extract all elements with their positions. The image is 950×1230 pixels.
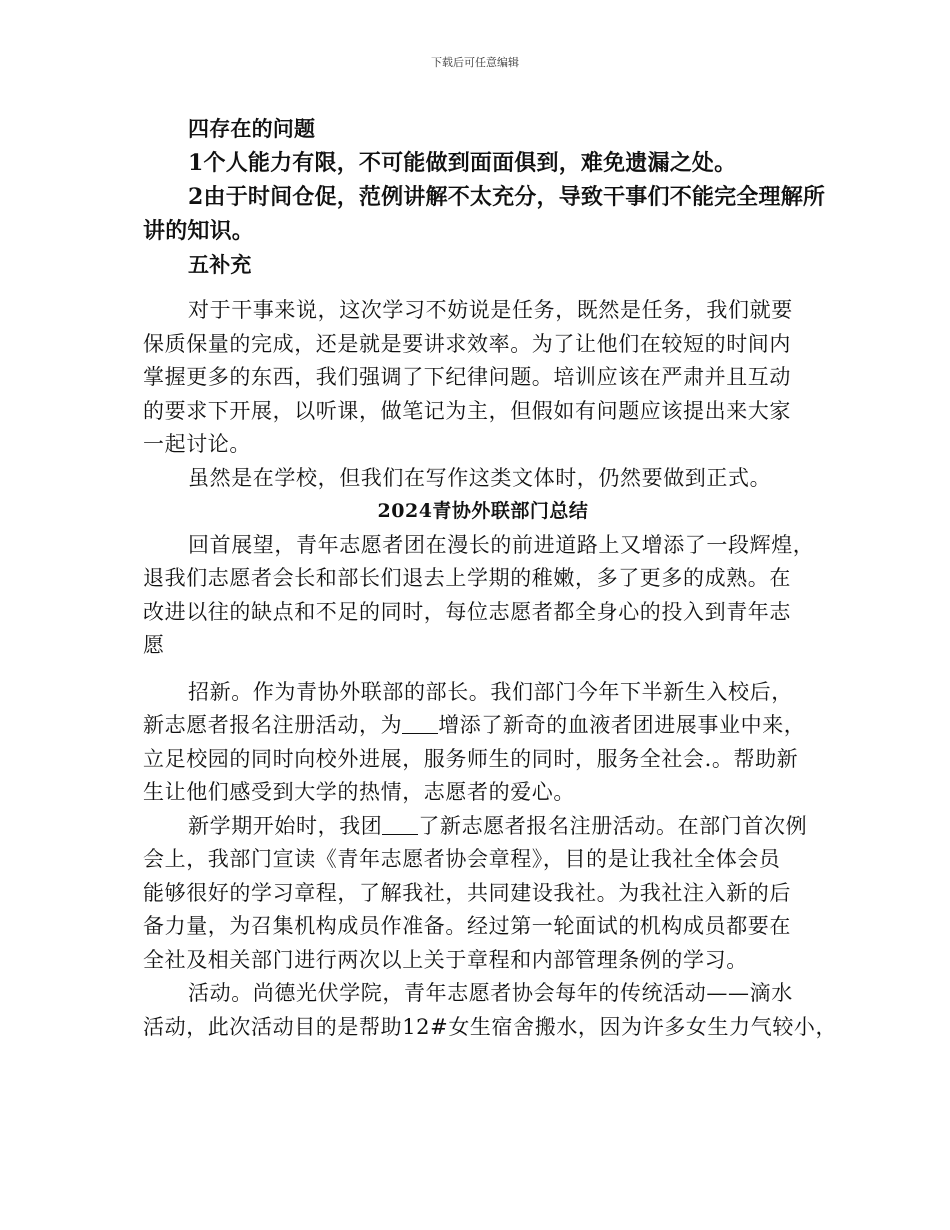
section5-p1-line: 的要求下开展，以听课，做笔记为主，但假如有问题应该提出来大家 <box>143 398 791 423</box>
section5-p1-line: 一起讨论。 <box>143 432 251 456</box>
page-header: 下载后可任意编辑 <box>431 56 519 69</box>
section5-heading: 五补充 <box>188 251 252 277</box>
recruit-line: 生让他们感受到大学的热情，志愿者的爱心。 <box>143 780 575 804</box>
section5-p1-line: 对于干事来说，这次学习不妨说是任务，既然是任务，我们就要 <box>188 298 793 322</box>
semester-line: 备力量，为召集机构成员作准备。经过第一轮面试的机构成员都要在 <box>143 914 791 938</box>
recruit-line: 招新。作为青协外联部的部长。我们部门今年下半新生入校后， <box>188 679 793 704</box>
blank-underline <box>382 816 418 835</box>
recruit-line-part: 新志愿者报名注册活动，为 <box>143 713 403 737</box>
intro-line: 回首展望，青年志愿者团在漫长的前进道路上又增添了一段辉煌， <box>188 532 815 557</box>
recruit-line: 立足校园的同时向校外进展，服务师生的同时，服务全社会.。帮助新 <box>143 746 799 771</box>
recruit-line <box>143 709 823 743</box>
intro-line: 愿 <box>143 633 165 657</box>
section4-item-1: 1个人能力有限，不可能做到面面俱到，难免遗漏之处。 <box>188 149 737 176</box>
semester-line-part: 新学期开始时，我团 <box>188 813 383 838</box>
semester-line: 能够很好的学习章程，了解我社，共同建设我社。为我社注入新的后 <box>143 880 791 905</box>
semester-line-part: 了新志愿者报名注册活动。在部门首次例 <box>418 813 808 838</box>
semester-line: 会上，我部门宣读《青年志愿者协会章程》，目的是让我社全体会员 <box>143 847 781 871</box>
intro-line: 退我们志愿者会长和部长们退去上学期的稚嫩，多了更多的成熟。在 <box>143 566 791 590</box>
activity-line: 活动，此次活动目的是帮助12#女生宿舍搬水，因为许多女生力气较小， <box>143 1014 838 1039</box>
section5-p1-line: 掌握更多的东西，我们强调了下纪律问题。培训应该在严肃并且互动 <box>143 365 791 389</box>
section4-item-2-line2: 讲的知识。 <box>143 217 255 244</box>
recruit-line-part: 增添了新奇的血液者团进展事业中来， <box>438 713 806 737</box>
semester-line <box>143 810 823 844</box>
section4-item-2-line1: 2由于时间仓促，范例讲解不太充分，导致干事们不能完全理解所 <box>188 183 826 210</box>
section5-p2: 虽然是在学校，但我们在写作这类文体时，仍然要做到正式。 <box>188 465 772 490</box>
section5-p1-line: 保质保量的完成，还是就是要讲求效率。为了让他们在较短的时间内 <box>143 331 791 356</box>
blank-underline <box>402 715 438 734</box>
semester-line: 全社及相关部门进行两次以上关于章程和内部管理条例的学习。 <box>143 947 748 972</box>
section4-heading: 四存在的问题 <box>188 116 316 141</box>
activity-line: 活动。尚德光伏学院，青年志愿者协会每年的传统活动——滴水 <box>188 981 793 1005</box>
intro-line: 改进以往的缺点和不足的同时，每位志愿者都全身心的投入到青年志 <box>143 599 791 624</box>
document-body <box>143 112 838 1044</box>
report-title: 2024青协外联部门总结 <box>377 500 589 522</box>
